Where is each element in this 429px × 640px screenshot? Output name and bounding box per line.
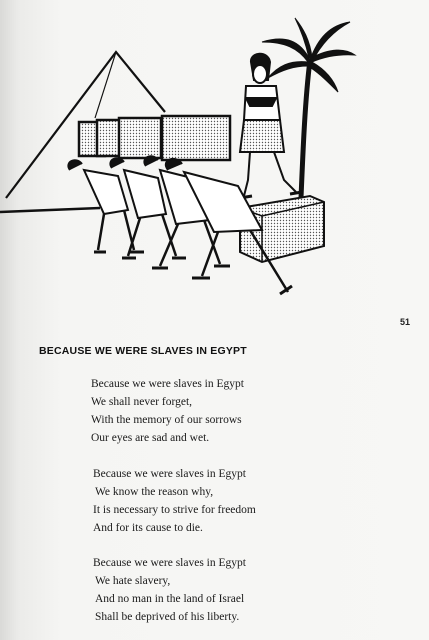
egyptian-slaves-illustration [0, 0, 429, 310]
poem-line: And for its cause to die. [93, 522, 203, 534]
poem-line: Shall be deprived of his liberty. [95, 611, 240, 623]
poem-line: We hate slavery, [95, 575, 171, 587]
poem-line: With the memory of our sorrows [91, 414, 242, 426]
stone-blocks [79, 116, 230, 160]
poem-line: Our eyes are sad and wet. [91, 432, 210, 444]
ground-line [0, 208, 100, 212]
slave-figures [68, 156, 292, 294]
poem-line: We shall never forget, [91, 396, 193, 408]
poem-line: It is necessary to strive for freedom [93, 504, 256, 516]
poem-line: Because we were slaves in Egypt [91, 378, 244, 390]
poem-line: And no man in the land of Israel [95, 593, 245, 605]
poem-title: BECAUSE WE WERE SLAVES IN EGYPT [39, 345, 247, 357]
poem-line: Because we were slaves in Egypt [93, 468, 246, 480]
poem-line: Because we were slaves in Egypt [93, 557, 246, 569]
page-number: 51 [400, 317, 411, 327]
poem-line: We know the reason why, [95, 486, 214, 498]
